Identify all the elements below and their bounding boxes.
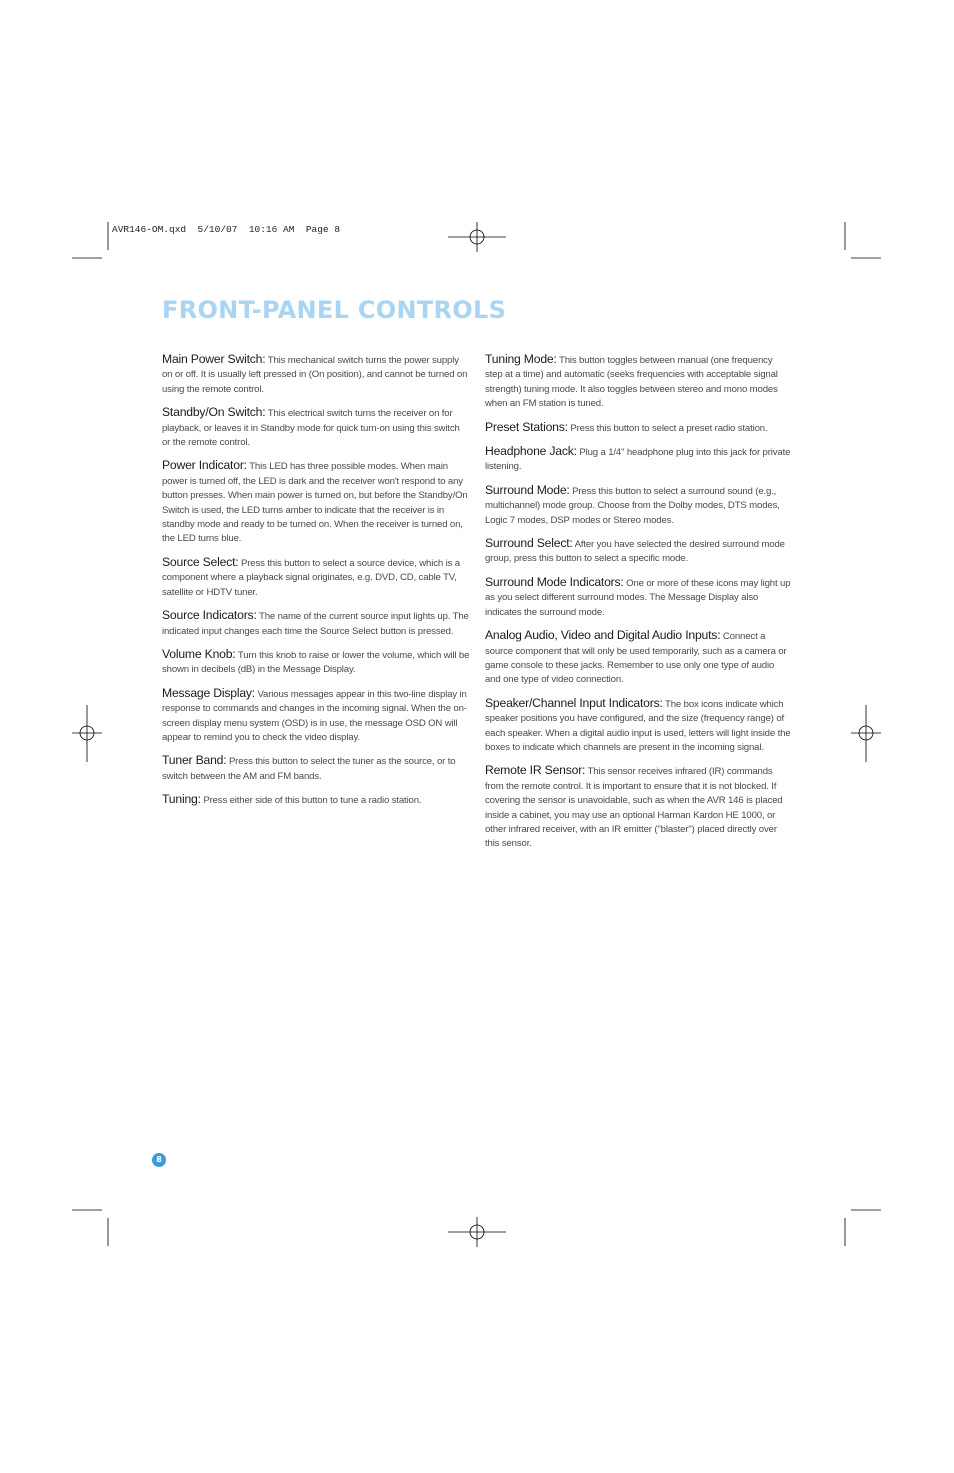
- control-term: Standby/On Switch:: [162, 405, 266, 420]
- control-description: This LED has three possible modes. When main power is turned off, the LED is dark and the receiver won't respond to any button presses. When main power is turned on, but before the Standby/On Switch is used, the LED turns amber to indicate that the receiver is in standby mode and ready to be turned on. When the receiver is turned on, the LED turns blue.: [162, 461, 468, 545]
- control-entry: [485, 575, 791, 620]
- control-term: Surround Mode Indicators:: [485, 574, 624, 589]
- left-column: [162, 352, 470, 817]
- control-term: Source Indicators:: [162, 608, 257, 623]
- control-entry: [485, 483, 791, 528]
- page-title: FRONT-PANEL CONTROLS: [162, 296, 507, 324]
- control-entry: [162, 608, 470, 639]
- control-entry: [162, 555, 470, 600]
- control-term: Source Select:: [162, 554, 239, 569]
- control-term: Volume Knob:: [162, 646, 236, 661]
- control-entry: [485, 420, 791, 436]
- control-entry: [485, 696, 791, 756]
- control-description: Press this button to select a preset radio station.: [570, 422, 768, 434]
- control-term: Tuner Band:: [162, 753, 227, 768]
- control-entry: [485, 763, 791, 851]
- control-entry: [162, 753, 470, 784]
- control-term: Headphone Jack:: [485, 444, 577, 459]
- control-description: This electrical switch turns the receiver on for playback, or leaves it in Standby mode for quick turn-on using this switch or the remote control.: [162, 408, 460, 449]
- control-entry: [162, 352, 470, 397]
- control-entry: [485, 444, 791, 475]
- control-term: Remote IR Sensor:: [485, 763, 586, 778]
- control-entry: [162, 405, 470, 450]
- control-description: Turn this knob to raise or lower the volume, which will be shown in decibels (dB) in the Message Display.: [162, 649, 470, 676]
- control-description: After you have selected the desired surround mode group, press this button to select a specific mode.: [485, 539, 785, 565]
- control-term: Tuning:: [162, 792, 201, 807]
- control-term: Analog Audio, Video and Digital Audio Inputs:: [485, 628, 721, 643]
- control-term: Main Power Switch:: [162, 352, 266, 366]
- control-description: Connect a source component that will only be used temporarily, such as a camera or game console to these jacks. Remember to use only one type of audio and one type of video connection.: [485, 631, 787, 686]
- control-entry: [485, 536, 791, 567]
- control-entry: [162, 792, 470, 808]
- control-description: Press this button to select a surround sound (e.g., multichannel) mode group. Choose from the Dolby modes, DTS modes, Logic 7 modes, DSP modes or Stereo modes.: [485, 485, 780, 526]
- right-column: [485, 352, 791, 860]
- control-term: Message Display:: [162, 685, 255, 700]
- control-description: Press either side of this button to tune a radio station.: [203, 795, 422, 807]
- control-description: This button toggles between manual (one frequency step at a time) and automatic (seeks frequencies with acceptable signal strength) tuning mode. It also toggles between stereo and mono modes when an FM station is tuned.: [485, 355, 778, 410]
- control-entry: [162, 647, 470, 678]
- control-term: Power Indicator:: [162, 458, 247, 473]
- control-entry: [162, 458, 470, 546]
- control-term: Tuning Mode:: [485, 352, 557, 366]
- control-term: Speaker/Channel Input Indicators:: [485, 695, 663, 710]
- control-description: Press this button to select the tuner as the source, or to switch between the AM and FM bands.: [162, 756, 456, 782]
- page-number-badge: 8: [152, 1153, 166, 1167]
- control-term: Preset Stations:: [485, 419, 568, 434]
- control-entry: [162, 686, 470, 746]
- control-description: Various messages appear in this two-line display in response to commands and changes in the incoming signal. When the on-screen display menu system (OSD) is in use, the message OSD ON will appear to remind you to check the video display.: [162, 688, 467, 743]
- control-term: Surround Select:: [485, 536, 573, 551]
- control-description: This mechanical switch turns the power supply on or off. It is usually left pressed in (On position), and cannot be turned on using the remote control.: [162, 355, 468, 395]
- control-term: Surround Mode:: [485, 482, 570, 497]
- control-description: Plug a 1/4" headphone plug into this jack for private listening.: [485, 447, 791, 473]
- control-description: This sensor receives infrared (IR) commands from the remote control. It is important to ensure that it is not blocked. If covering the sensor is unavoidable, such as when the AVR 146 is placed inside a cabinet, you may use an optional Harman Kardon HE 1000, or other infrared receiver, with an IR emitter ("blaster") placed directly over this sensor.: [485, 766, 783, 850]
- control-description: One or more of these icons may light up as you select different surround modes. The Message Display also indicates the surround mode.: [485, 577, 791, 618]
- control-description: Press this button to select a source device, which is a component where a playback signal originates, e.g. DVD, CD, cable TV, satellite or HDTV tuner.: [162, 557, 460, 598]
- control-description: The box icons indicate which speaker positions you have configured, and the size (frequency range) of each speaker. When a digital audio input is used, letters will light inside the boxes to indicate which channels are present in the incoming signal.: [485, 698, 791, 753]
- control-description: The name of the current source input lights up. The indicated input changes each time the Source Select button is pressed.: [162, 611, 469, 637]
- control-entry: [485, 352, 791, 412]
- control-entry: [485, 628, 791, 688]
- print-slug: AVR146-OM.qxd 5/10/07 10:16 AM Page 8: [112, 224, 341, 235]
